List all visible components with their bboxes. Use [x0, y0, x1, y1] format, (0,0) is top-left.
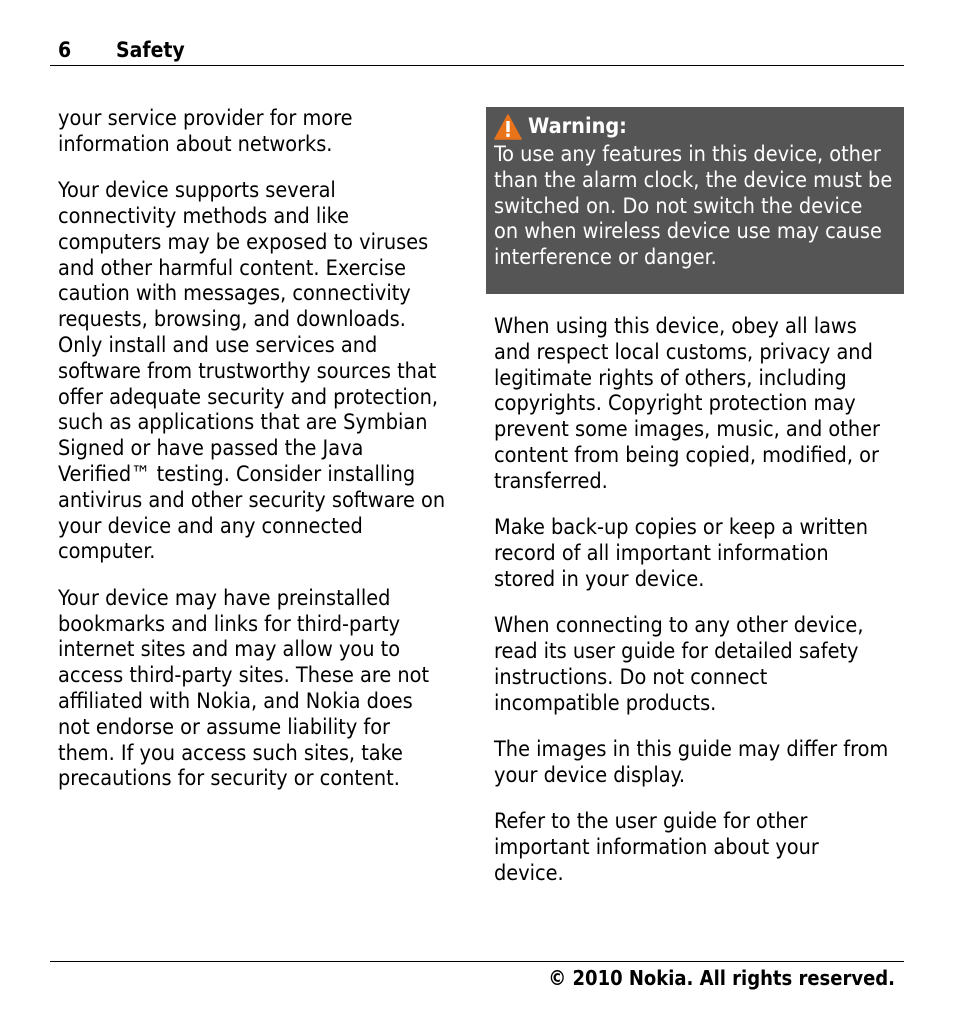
paragraph: The images in this guide may differ from your device display.: [494, 736, 889, 788]
page-footer: [50, 961, 904, 990]
right-column: [494, 314, 904, 907]
section-title: Safety: [116, 38, 185, 62]
paragraph: When connecting to any other device, read its user guide for detailed safety instructions. Do not connect incompatible products.: [494, 613, 864, 716]
paragraph: your service provider for more information about networks.: [58, 106, 353, 157]
paragraph: Make back-up copies or keep a written record of all important information stored in your device.: [494, 515, 868, 592]
warning-box: [486, 107, 904, 294]
paragraph: Your device may have preinstalled bookmarks and links for third-party internet sites and may allow you to access third-party sites. These are not affiliated with Nokia, and Nokia does not endorse or assume liability for them. If you access such sites, take precautions for security or content.: [58, 585, 430, 792]
page-number: 6: [58, 38, 72, 62]
copyright-notice: © 2010 Nokia. All rights reserved.: [548, 966, 895, 990]
warning-header: [494, 112, 896, 142]
page-header: [50, 36, 904, 66]
paragraph: Your device supports several connectivity methods and like computers may be exposed to viruses and other harmful content. Exercise caution with messages, connectivity requests, browsing, and downloads. Only install and use services and software from trustworthy sources that offer adequate security and protection, such as applications that are Symbian Signed or have passed the Java Verified™ testing. Consider installing antivirus and other security software on your device and any connected computer.: [58, 178, 446, 565]
warning-text: To use any features in this device, other than the alarm clock, the device must be switched on. Do not switch the device on when wireless device use may cause interference or danger.: [494, 142, 893, 271]
paragraph: When using this device, obey all laws and respect local customs, privacy and legitimate rights of others, including copyrights. Copyright protection may prevent some images, music, and other content from being copied, modified, or transferred.: [494, 314, 880, 494]
warning-triangle-icon: [494, 114, 522, 140]
paragraph: Refer to the user guide for other important information about your device.: [494, 809, 819, 886]
left-column: [58, 106, 468, 813]
warning-title: Warning:: [528, 114, 627, 140]
